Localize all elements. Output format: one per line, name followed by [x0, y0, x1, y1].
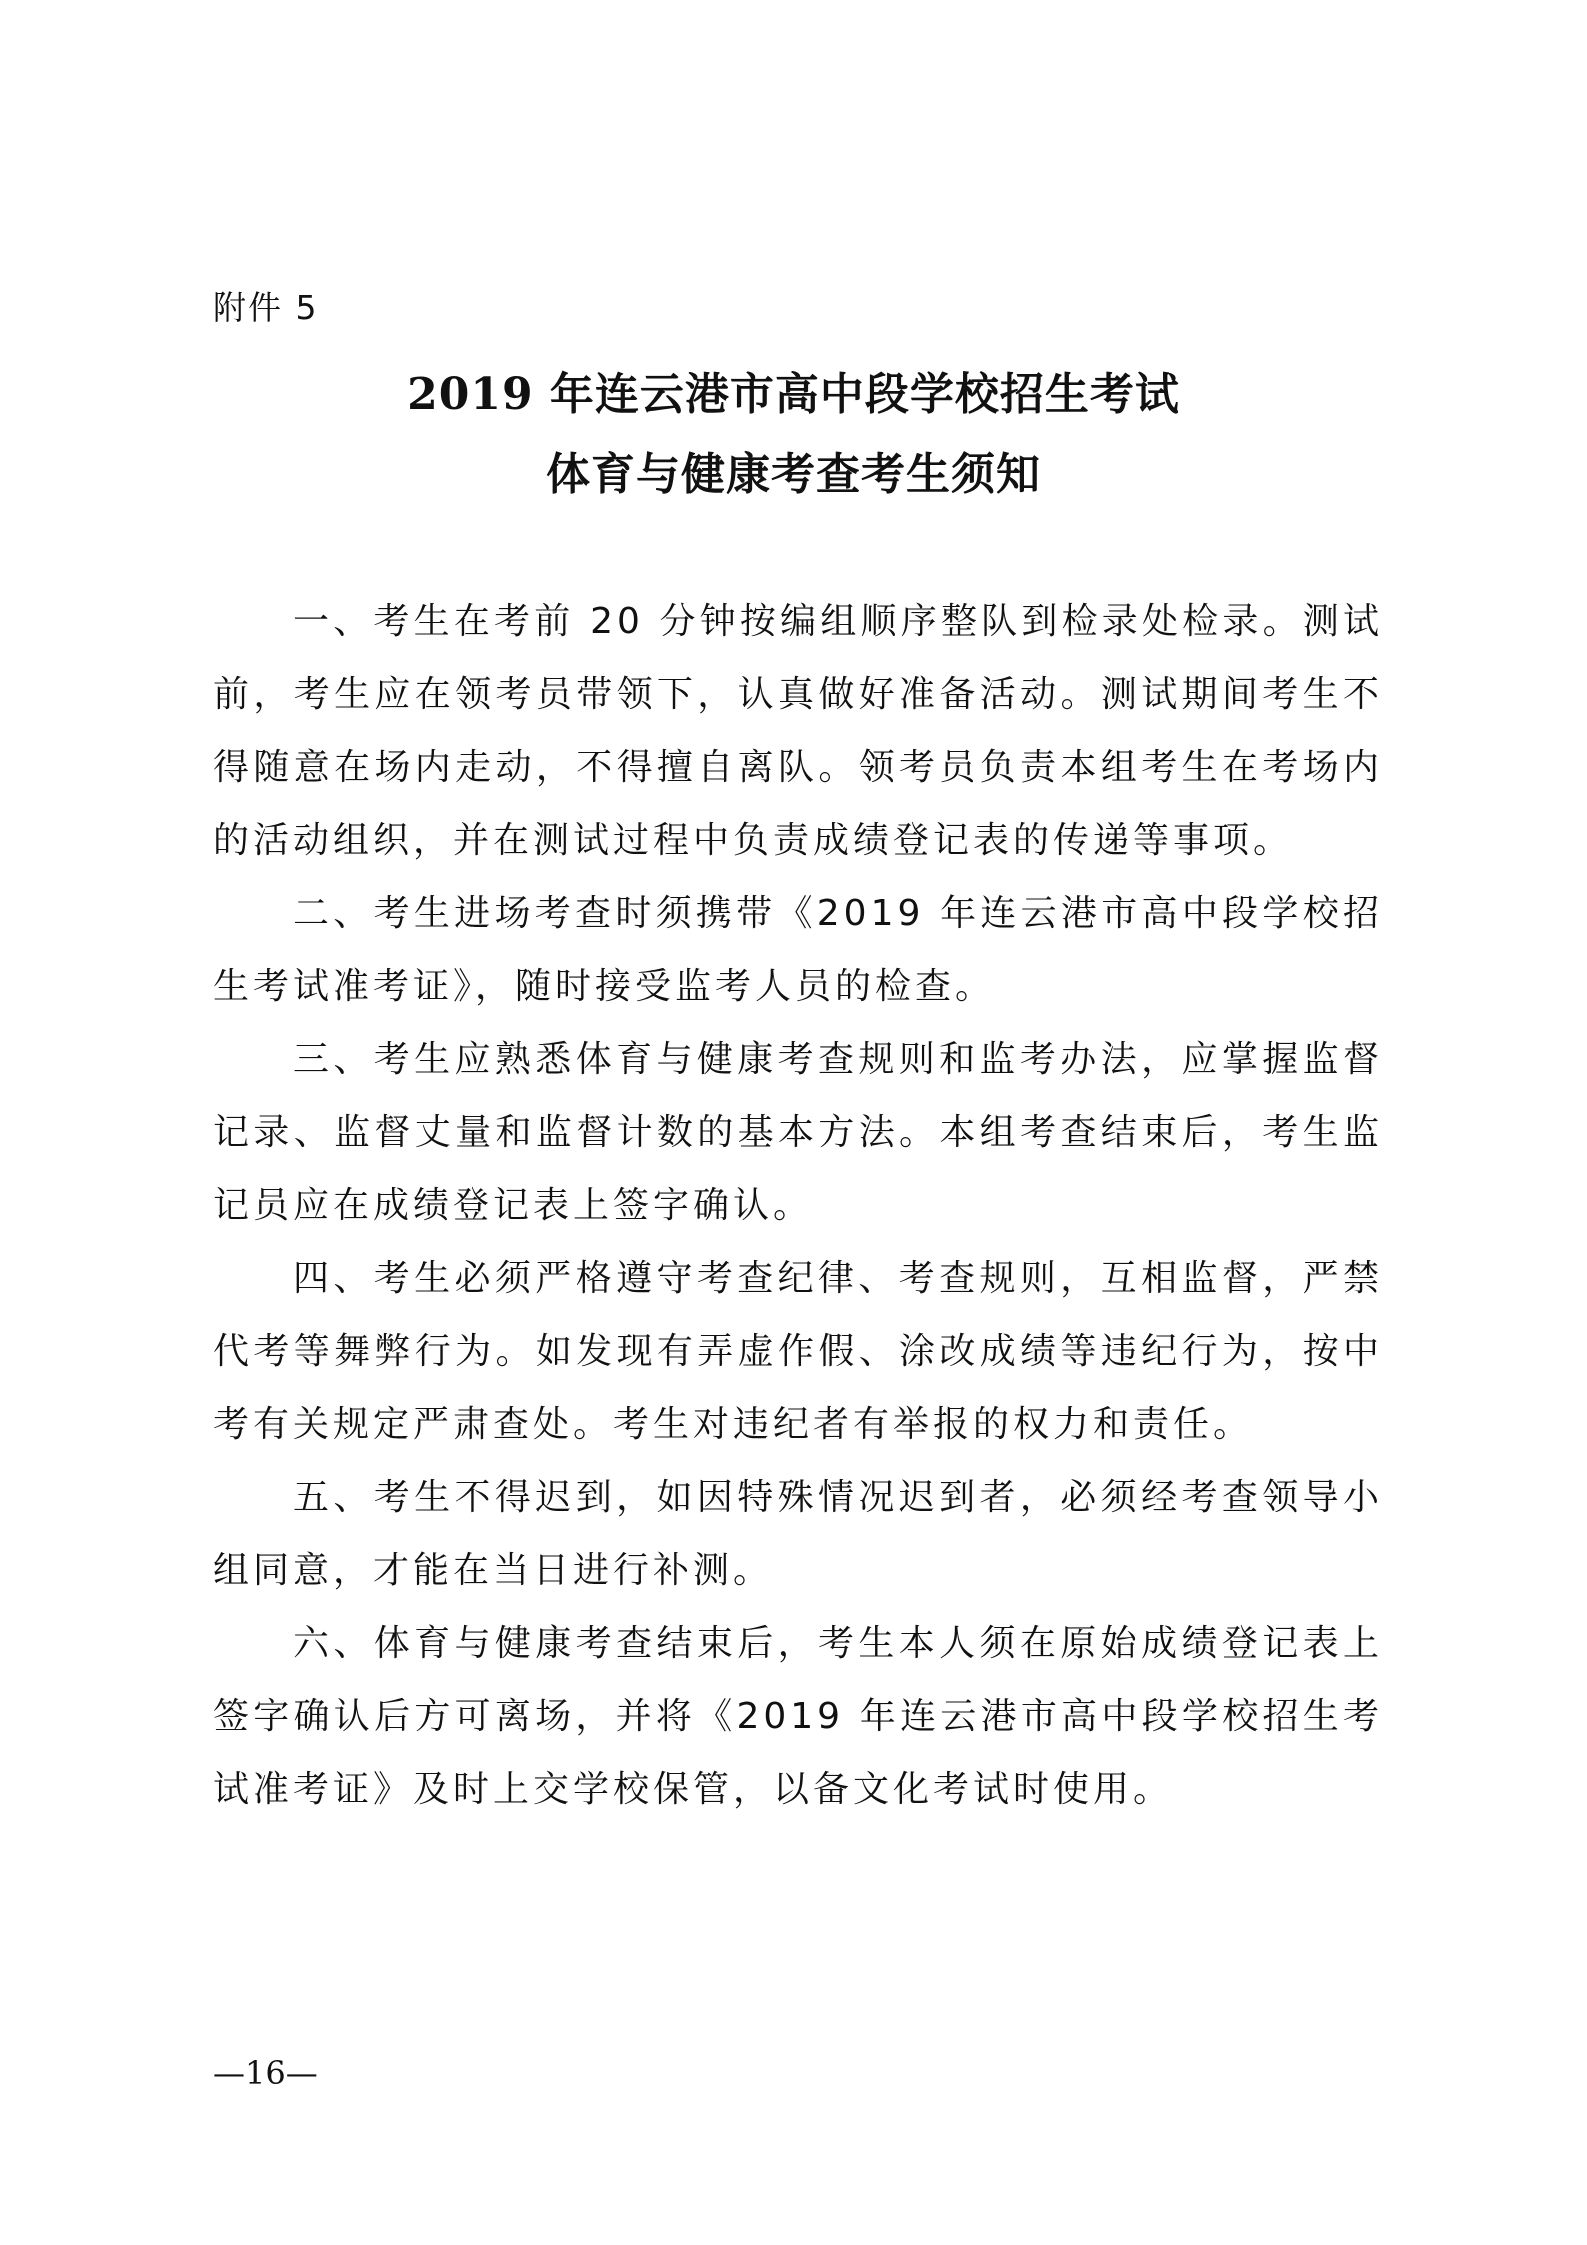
notice-item-1: 一、考生在考前 20 分钟按编组顺序整队到检录处检录。测试前，考生应在领考员带领下，认真做好准备活动。测试期间考生不得随意在场内走动，不得擅自离队。领考员负责本组考生在考场内的活动组织，并在测试过程中负责成绩登记表的传递等事项。: [213, 601, 1383, 861]
document-title-line-2: 体育与健康考查考生须知: [546, 449, 1041, 500]
notice-body: [213, 585, 1383, 1826]
notice-item-6: 六、体育与健康考查结束后，考生本人须在原始成绩登记表上签字确认后方可离场，并将《2019 年连云港市高中段学校招生考试准考证》及时上交学校保管，以备文化考试时使用。: [213, 1623, 1383, 1810]
notice-item-2: 二、考生进场考查时须携带《2019 年连云港市高中段学校招生考试准考证》，随时接受监考人员的检查。: [213, 893, 1383, 1007]
document-title-line-1: 2019 年连云港市高中段学校招生考试: [407, 369, 1180, 420]
attachment-label: 附件 5: [213, 288, 319, 327]
page-number: —16—: [213, 2054, 318, 2092]
notice-item-4: 四、考生必须严格遵守考查纪律、考查规则，互相监督，严禁代考等舞弊行为。如发现有弄虚作假、涂改成绩等违纪行为，按中考有关规定严肃查处。考生对违纪者有举报的权力和责任。: [213, 1258, 1383, 1445]
notice-item-3: 三、考生应熟悉体育与健康考查规则和监考办法，应掌握监督记录、监督丈量和监督计数的基本方法。本组考查结束后，考生监记员应在成绩登记表上签字确认。: [213, 1039, 1383, 1226]
notice-item-5: 五、考生不得迟到，如因特殊情况迟到者，必须经考查领导小组同意，才能在当日进行补测。: [213, 1477, 1383, 1591]
